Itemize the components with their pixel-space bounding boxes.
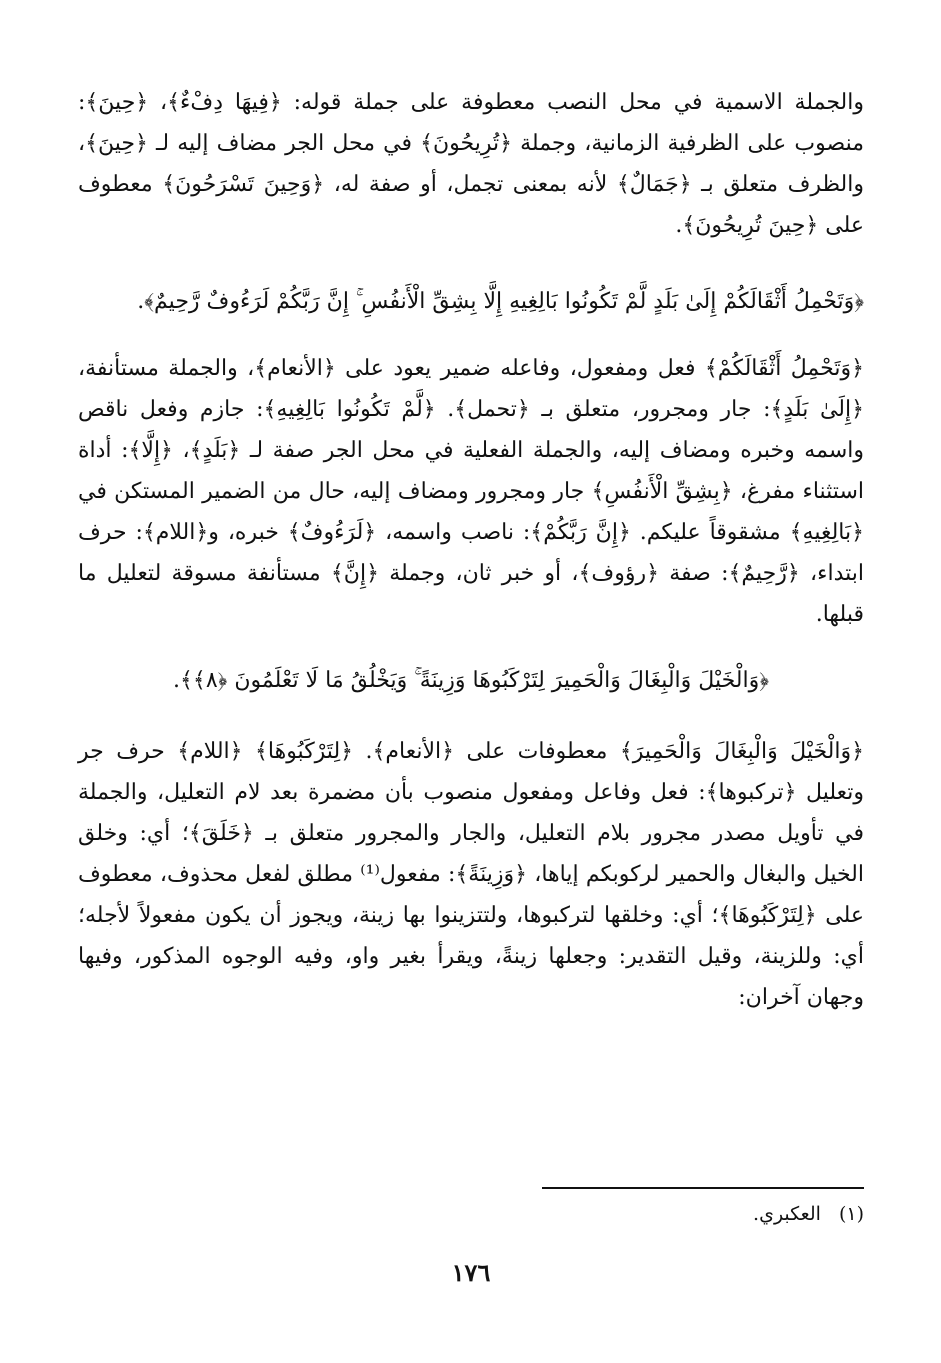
footnote-text: العكبري.	[753, 1203, 821, 1225]
quran-verse-2: ﴿وَالْخَيْلَ وَالْبِغَالَ وَالْحَمِيرَ لِتَرْكَبُوهَا وَزِينَةً ۚ وَيَخْلُقُ مَا لَا تَعْلَمُونَ ﴿٨﴾﴾.	[173, 668, 769, 693]
footnote	[753, 1200, 864, 1228]
page-number: ١٧٦	[451, 1258, 491, 1287]
paragraph-1: والجملة الاسمية في محل النصب معطوفة على جملة قوله: ﴿فِيهَا دِفْءٌ﴾، ﴿حِينَ﴾: منصوب على الظرفية الزمانية، وجملة ﴿تُرِيحُونَ﴾ في محل الجر مضاف إليه لـ ﴿حِينَ﴾، والظرف متعلق بـ ﴿جَمَالٌ﴾ لأنه بمعنى تجمل، أو صفة له، ﴿وَحِينَ تَسْرَحُونَ﴾ معطوف على ﴿حِينَ تُرِيحُونَ﴾.	[78, 90, 864, 238]
paragraph-2: ﴿وَتَحْمِلُ أَثْقَالَكُمْ﴾ فعل ومفعول، وفاعله ضمير يعود على ﴿الأنعام﴾، والجملة مستأنفة، ﴿إِلَىٰ بَلَدٍ﴾: جار ومجرور، متعلق بـ ﴿تحمل﴾. ﴿لَّمْ تَكُونُوا بَالِغِيهِ﴾: جازم وفعل ناقص واسمه وخبره ومضاف إليه، والجملة الفعلية في محل الجر صفة لـ ﴿بَلَدٍ﴾، ﴿إِلَّا﴾: أداة استثناء مفرغ، ﴿بِشِقِّ الْأَنفُسِ﴾ جار ومجرور ومضاف إليه، حال من الضمير المستكن في ﴿بَالِغِيهِ﴾ مشقوقاً عليكم. ﴿إِنَّ رَبَّكُمْ﴾: ناصب واسمه، ﴿لَرَءُوفٌ﴾ خبره، و﴿اللام﴾: حرف ابتداء، ﴿رَّحِيمٌ﴾: صفة ﴿رؤوف﴾، أو خبر ثان، وجملة ﴿إِنَّ﴾ مستأنفة مسوقة لتعليل ما قبلها.	[78, 356, 864, 627]
footnote-number: (١)	[838, 1203, 864, 1225]
paragraph-3: ﴿وَالْخَيْلَ وَالْبِغَالَ وَالْحَمِيرَ﴾ معطوفات على ﴿الأنعام﴾. ﴿لِتَرْكَبُوهَا﴾ ﴿اللام﴾ حرف جر وتعليل ﴿تركبوها﴾: فعل وفاعل ومفعول منصوب بأن مضمرة بعد لام التعليل، والجملة في تأويل مصدر مجرور بلام التعليل، والجار والمجرور متعلق بـ ﴿خَلَقَ﴾؛ أي: وخلق الخيل والبغال والحمير لركوبكم إياها، ﴿وَزِينَةً﴾: مفعول⁽¹⁾ مطلق لفعل محذوف، معطوف على ﴿لِتَرْكَبُوهَا﴾؛ أي: وخلقها لتركبوها، ولتتزينوا بها زينة، ويجوز أن يكون مفعولاً لأجله؛ أي: وللزينة، وقيل التقدير: وجعلها زينةً، ويقرأ بغير واو، وفيه الوجوه المذكور، وفيها وجهان آخران:	[78, 739, 864, 1010]
quran-verse-1: ﴿وَتَحْمِلُ أَثْقَالَكُمْ إِلَىٰ بَلَدٍ لَّمْ تَكُونُوا بَالِغِيهِ إِلَّا بِشِقِّ الْأَنفُسِ ۚ إِنَّ رَبَّكُمْ لَرَءُوفٌ رَّحِيمٌ﴾.	[137, 289, 864, 314]
footnote-divider	[542, 1187, 864, 1189]
book-page	[78, 82, 864, 1342]
